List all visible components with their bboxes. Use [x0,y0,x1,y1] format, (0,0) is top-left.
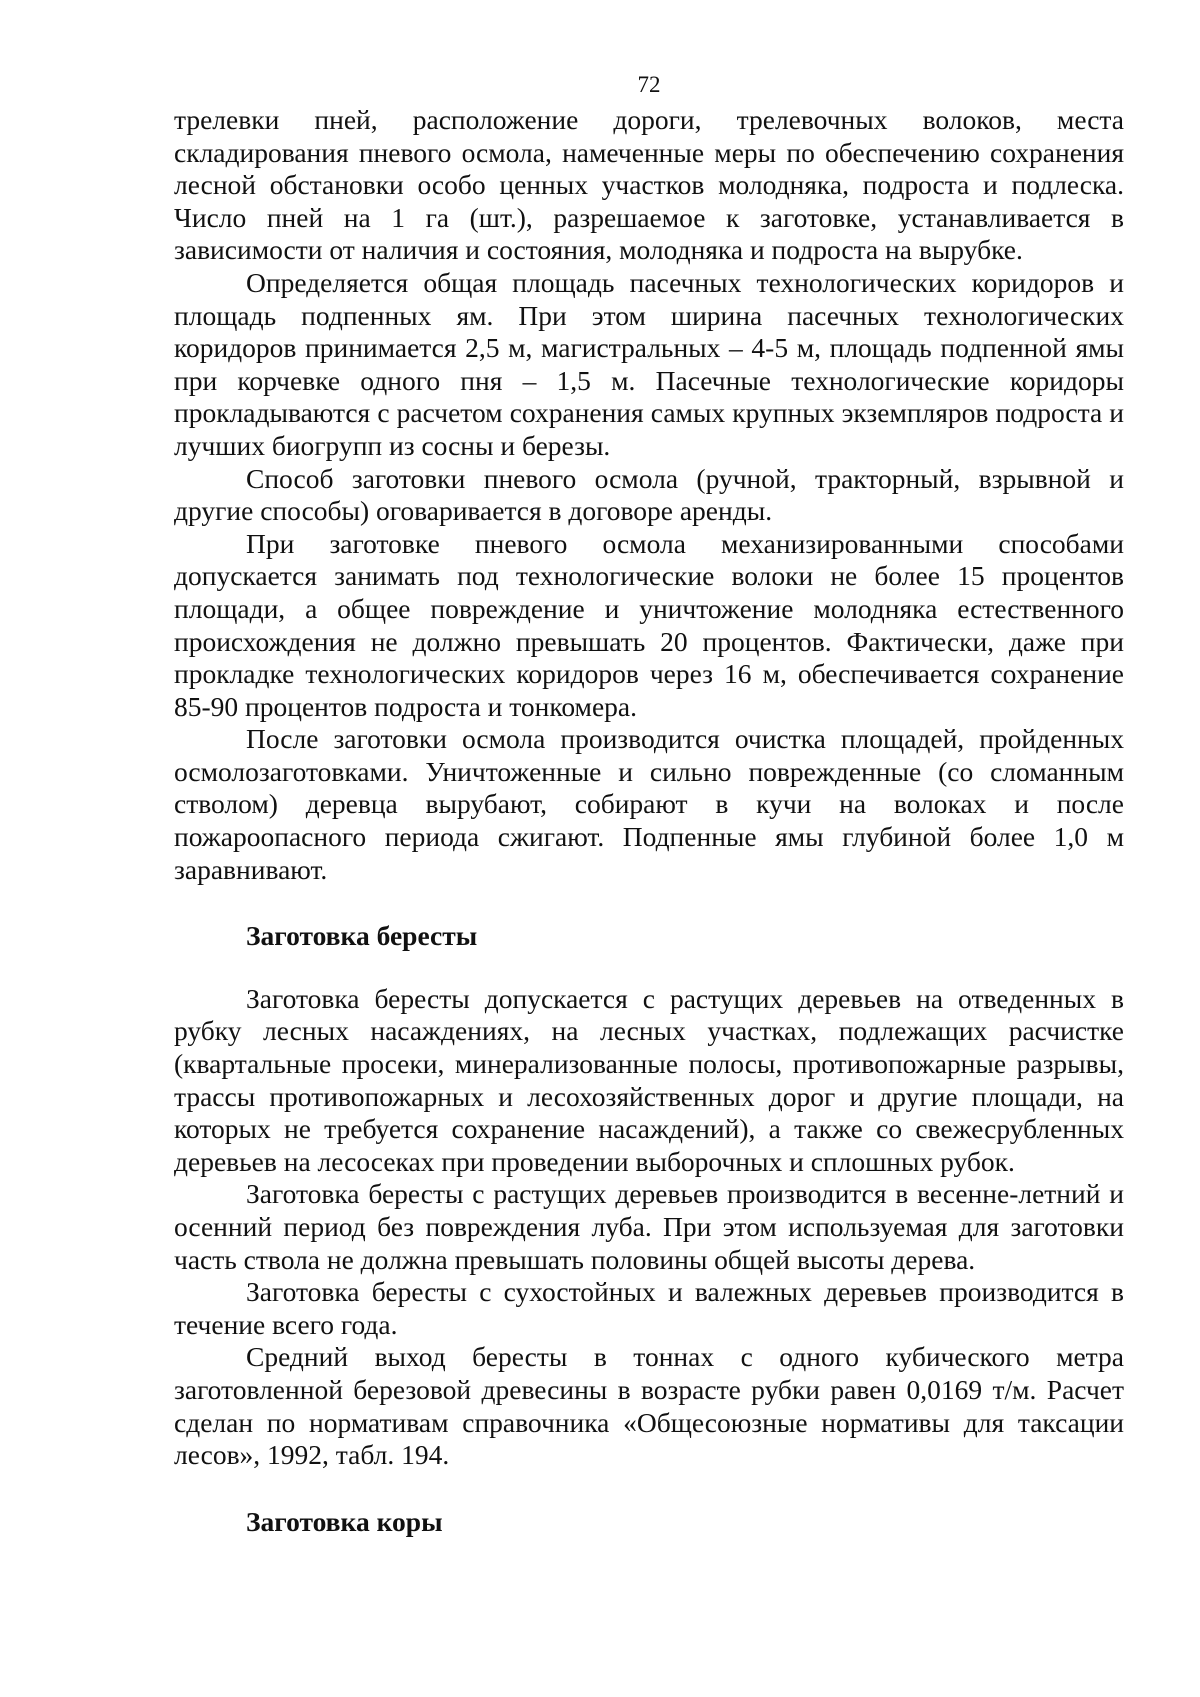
paragraph: трелевки пней, расположение дороги, трелевочных волоков, места складирования пневого осмола, намеченные меры по обеспечению сохранения лесной обстановки особо ценных участков молодняка, подроста и подлеска. Число пней на 1 га (шт.), разрешаемое к заготовке, устанавливается в зависимости от наличия и состояния, молодняка и подроста на вырубке. [174,104,1124,266]
section-heading-birch-bark: Заготовка бересты [246,920,478,952]
document-page [174,70,1124,1538]
paragraph: Способ заготовки пневого осмола (ручной, тракторный, взрывной и другие способы) оговаривается в договоре аренды. [174,462,1124,527]
paragraph: Заготовка бересты с сухостойных и валежных деревьев производится в течение всего года. [174,1276,1124,1340]
paragraph: При заготовке пневого осмола механизированными способами допускается занимать под технологические волоки не более 15 процентов площади, а общее повреждение и уничтожение молодняка естественного происхождения не должно превышать 20 процентов. Фактически, даже при прокладке технологических коридоров через 16 м, обеспечивается сохранение 85-90 процентов подроста и тонкомера. [174,527,1124,722]
paragraph: После заготовки осмола производится очистка площадей, пройденных осмолозаготовками. Уничтоженные и сильно поврежденные (со сломанным стволом) деревца вырубают, собирают в кучи на волоках и после пожароопасного периода сжигают. Подпенные ямы глубиной более 1,0 м заравнивают. [174,723,1124,885]
spacer [174,1472,1124,1506]
paragraph: Заготовка бересты допускается с растущих деревьев на отведенных в рубку лесных насаждениях, на лесных участках, подлежащих расчистке (квартальные просеки, минерализованные полосы, противопожарные разрывы, трассы противопожарных и лесохозяйственных дорог и другие площади, на которых не требуется сохранение насаждений), а также со свежесрубленных деревьев на лесосеках при проведении выборочных и сплошных рубок. [174,982,1124,1177]
spacer [174,953,1124,983]
paragraph: Средний выход бересты в тоннах с одного кубического метра заготовленной березовой древесины в возрасте рубки равен 0,0169 т/м. Расчет сделан по нормативам справочника «Общесоюзные нормативы для таксации лесов», 1992, табл. 194. [174,1341,1124,1471]
paragraph: Заготовка бересты с растущих деревьев производится в весенне-летний и осенний период без повреждения луба. При этом используемая для заготовки часть ствола не должна превышать половины общей высоты дерева. [174,1178,1124,1275]
section-heading-bark: Заготовка коры [246,1505,443,1537]
page-number: 72 [637,72,661,97]
spacer [174,886,1124,920]
paragraph: Определяется общая площадь пасечных технологических коридоров и площадь подпенных ям. При этом ширина пасечных технологических коридоров принимается 2,5 м, магистральных – 4-5 м, площадь подпенной ямы при корчевке одного пня – 1,5 м. Пасечные технологические коридоры прокладываются с расчетом сохранения самых крупных экземпляров подроста и лучших биогрупп из сосны и березы. [174,266,1124,461]
